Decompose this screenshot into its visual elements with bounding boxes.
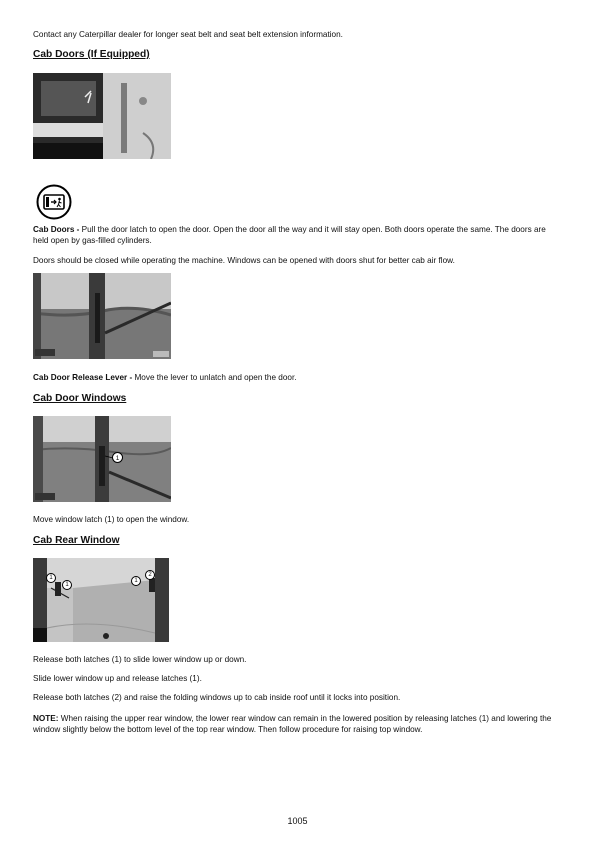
note-label: NOTE:	[33, 714, 59, 723]
cab-door-icon	[36, 184, 72, 220]
callout-1-left-upper: 1	[46, 573, 56, 583]
rear-window-note	[33, 714, 563, 735]
callout-1-left-lower: 1	[62, 580, 72, 590]
heading-cab-rear-window: Cab Rear Window	[33, 535, 120, 546]
cab-door-release-lever-photo	[33, 273, 171, 359]
heading-cab-door-windows: Cab Door Windows	[33, 393, 127, 404]
cab-door-latch-photo	[33, 73, 171, 159]
rear-window-step-2: Slide lower window up and release latches (1).	[33, 674, 202, 683]
release-lever-label: Cab Door Release Lever -	[33, 373, 133, 382]
note-text: When raising the upper rear window, the lower rear window can remain in the lowered position by releasing latches (1) and lowering the window slightly below the bottom level of the top rear window. Then follow procedure for raising top window.	[33, 714, 552, 734]
window-latch-instruction: Move window latch (1) to open the window.	[33, 515, 190, 524]
cab-doors-text: Pull the door latch to open the door. Open the door all the way and it will stay open. Both doors operate the same. The doors are held open by gas-filled cylinders.	[33, 225, 546, 245]
cab-door-window-photo	[33, 416, 171, 502]
cab-rear-window-photo	[33, 558, 169, 642]
rear-window-step-3: Release both latches (2) and raise the folding windows up to cab inside roof until it locks into position.	[33, 693, 401, 702]
release-lever-text: Move the lever to unlatch and open the door.	[132, 373, 297, 382]
callout-2-right: 2	[145, 570, 155, 580]
cab-doors-label: Cab Doors -	[33, 225, 80, 234]
intro-text: Contact any Caterpillar dealer for longer seat belt and seat belt extension information.	[33, 30, 343, 39]
cab-door-release-lever-description	[33, 373, 563, 384]
callout-1-right: 1	[131, 576, 141, 586]
cab-doors-description	[33, 225, 563, 246]
doors-closed-note: Doors should be closed while operating the machine. Windows can be opened with doors shut for better cab air flow.	[33, 256, 455, 265]
page-number: 1005	[287, 816, 308, 826]
heading-cab-doors: Cab Doors (If Equipped)	[33, 49, 150, 60]
callout-1: 1	[112, 452, 123, 463]
rear-window-step-1: Release both latches (1) to slide lower window up or down.	[33, 655, 247, 664]
